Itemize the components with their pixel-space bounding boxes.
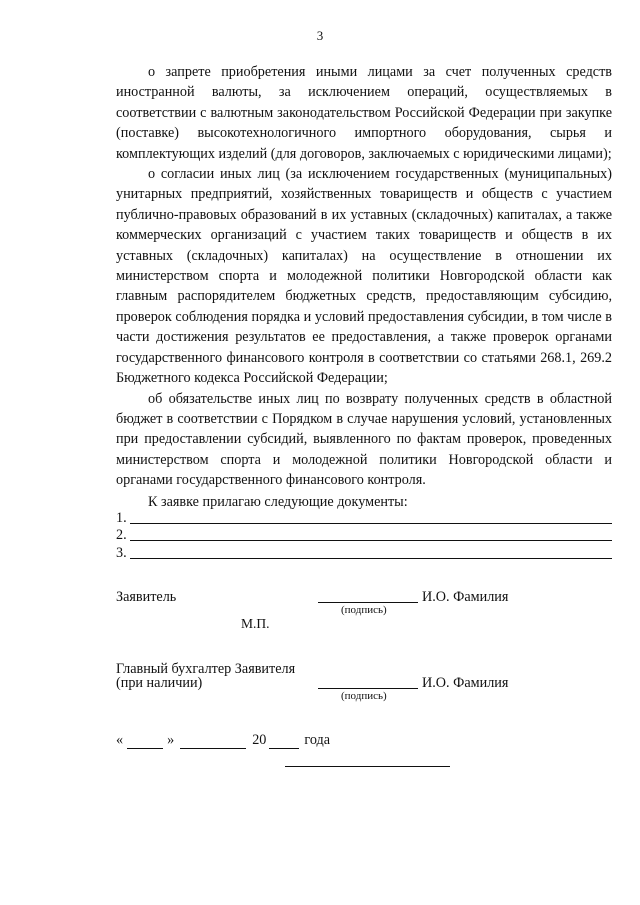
date-year-blank[interactable] — [269, 734, 299, 749]
paragraph-audit-consent: о согласии иных лиц (за исключением государственных (муниципальных) унитарных предприятий, хозяйственных товариществ и обществ с участием публично-правовых образований в их уставных (складочных) капиталах, а также коммерческих организаций с участием таких товариществ и обществ в их уставных (складочных) капиталах) на осуществление в отношении их министерством спорта и молодежной политики Новгородской области как главным распорядителем бюджетных средств, предоставляющим субсидию, проверок соблюдения порядка и условий предоставления субсидии, в том числе в части достижения результатов ее предоставления, а также проверок органами государственного финансового контроля в соответствии со статьями 268.1, 269.2 Бюджетного кодекса Российской Федерации; — [116, 166, 612, 387]
attachment-fill-line[interactable] — [130, 511, 612, 524]
date-row — [116, 732, 330, 749]
accountant-label-note: (при наличии) — [116, 675, 203, 691]
document-body — [116, 62, 612, 491]
applicant-signature-caption: (подпись) — [341, 604, 387, 616]
accountant-signature-line[interactable] — [318, 688, 418, 689]
date-day-blank[interactable] — [127, 734, 163, 749]
date-open-quote: « — [116, 732, 124, 748]
attachments-list — [116, 509, 612, 562]
applicant-name: И.О. Фамилия — [422, 589, 509, 605]
attachment-number: 3. — [116, 544, 127, 561]
attachment-fill-line[interactable] — [130, 546, 612, 559]
attachments-title: К заявке прилагаю следующие документы: — [148, 494, 408, 510]
attachment-number: 2. — [116, 527, 127, 543]
page-number: 3 — [316, 28, 324, 43]
paragraph-currency-ban: о запрете приобретения иными лицами за счет полученных средств иностранной валюты, за исключением операций, осуществляемых в соответствии с валютным законодательством Российской Федерации при закупке (поставке) высокотехнологичного импортного оборудования, сырья и комплектующих изделий (для договоров, заключаемых с юридическими лицами); — [116, 64, 612, 162]
attachment-row — [116, 527, 612, 545]
date-month-blank[interactable] — [180, 734, 246, 749]
date-close-quote: » — [167, 732, 175, 748]
date-year-suffix: года — [304, 732, 331, 748]
applicant-label: Заявитель — [116, 589, 177, 605]
attachment-row — [116, 544, 612, 562]
accountant-name: И.О. Фамилия — [422, 675, 509, 691]
seal-placeholder: М.П. — [241, 616, 270, 631]
accountant-label: Главный бухгалтер Заявителя — [116, 661, 296, 677]
attachment-row — [116, 509, 612, 527]
bottom-divider-line — [285, 766, 450, 767]
date-year-prefix: 20 — [252, 732, 267, 748]
attachment-fill-line[interactable] — [130, 528, 612, 541]
applicant-signature-line[interactable] — [318, 602, 418, 603]
accountant-signature-caption: (подпись) — [341, 690, 387, 702]
attachment-number: 1. — [116, 509, 127, 526]
paragraph-refund-obligation: об обязательстве иных лиц по возврату полученных средств в областной бюджет в соответствии с Порядком в случае нарушения условий, установленных при предоставлении субсидий, выявленного по фактам проверок, проведенных министерством спорта и молодежной политики Новгородской области и органами государственного финансового контроля. — [116, 390, 612, 489]
